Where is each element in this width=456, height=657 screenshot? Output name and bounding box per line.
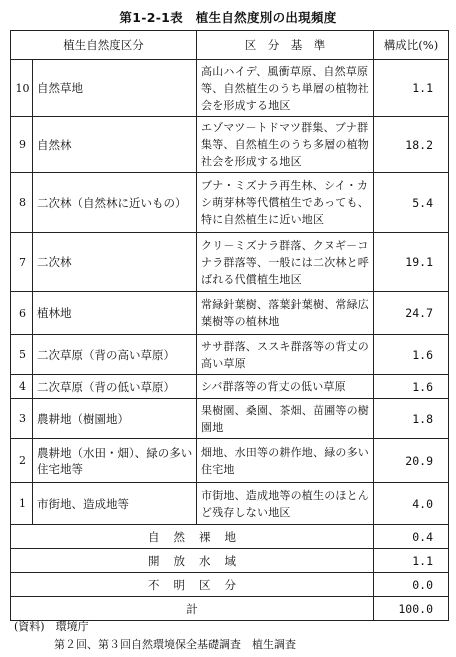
header-ratio: 構成比(%)	[374, 31, 449, 60]
row-category: 植林地	[33, 292, 197, 335]
table-row	[11, 439, 449, 483]
extra-row-ratio: 0.4	[374, 525, 449, 549]
row-ratio: 24.7	[374, 292, 449, 335]
row-category: 二次草原（背の低い草原）	[33, 375, 197, 399]
source-note	[14, 618, 296, 654]
row-ratio: 1.6	[374, 375, 449, 399]
row-criteria: 市街地、造成地等の植生のほとんど残存しない地区	[197, 483, 374, 525]
row-category: 農耕地（樹園地）	[33, 399, 197, 439]
row-ratio: 1.1	[374, 60, 449, 117]
table-row	[11, 117, 449, 173]
row-ratio: 1.6	[374, 335, 449, 375]
row-criteria: 果樹園、桑園、茶畑、苗圃等の樹園地	[197, 399, 374, 439]
row-category: 二次林	[33, 233, 197, 292]
row-category: 二次草原（背の高い草原）	[33, 335, 197, 375]
extra-row-label: 不明区分	[11, 573, 374, 597]
row-category: 二次林（自然林に近いもの）	[33, 173, 197, 233]
total-row	[11, 597, 449, 621]
row-number: 3	[11, 399, 33, 439]
row-ratio: 4.0	[374, 483, 449, 525]
extra-row	[11, 525, 449, 549]
row-number: 1	[11, 483, 33, 525]
row-number: 7	[11, 233, 33, 292]
row-number: 4	[11, 375, 33, 399]
table-row	[11, 483, 449, 525]
source-line-2: 第２回、第３回自然環境保全基礎調査 植生調査	[54, 638, 296, 651]
extra-row-label: 開放水域	[11, 549, 374, 573]
header-row	[11, 31, 449, 60]
row-ratio: 20.9	[374, 439, 449, 483]
row-ratio: 1.8	[374, 399, 449, 439]
row-number: 8	[11, 173, 33, 233]
row-criteria: 畑地、水田等の耕作地、緑の多い住宅地	[197, 439, 374, 483]
row-criteria: 常緑針葉樹、落葉針葉樹、常緑広葉樹等の植林地	[197, 292, 374, 335]
table-title: 第1-2-1表 植生自然度別の出現頻度	[119, 10, 337, 25]
vegetation-naturalness-table	[10, 30, 449, 621]
row-criteria: ブナ・ミズナラ再生林、シイ・カシ萌芽林等代償植生であっても、特に自然植生に近い地区	[197, 173, 374, 233]
row-ratio: 5.4	[374, 173, 449, 233]
header-criteria: 区 分 基 準	[197, 31, 374, 60]
row-category: 自然草地	[33, 60, 197, 117]
table-row	[11, 173, 449, 233]
source-line-1: (資料) 環境庁	[14, 620, 89, 633]
table-row	[11, 375, 449, 399]
extra-row-label: 自然裸地	[11, 525, 374, 549]
row-criteria: 高山ハイデ、風衝草原、自然草原等、自然植生のうち単層の植物社会を形成する地区	[197, 60, 374, 117]
total-ratio: 100.0	[374, 597, 449, 621]
row-criteria: エゾマツ－トドマツ群集、ブナ群集等、自然植生のうち多層の植物社会を形成する地区	[197, 117, 374, 173]
row-number: 5	[11, 335, 33, 375]
table-row	[11, 335, 449, 375]
row-number: 10	[11, 60, 33, 117]
row-criteria: シバ群落等の背丈の低い草原	[197, 375, 374, 399]
row-number: 9	[11, 117, 33, 173]
header-category: 植生自然度区分	[11, 31, 197, 60]
row-number: 6	[11, 292, 33, 335]
table-row	[11, 60, 449, 117]
extra-row	[11, 549, 449, 573]
table-row	[11, 292, 449, 335]
row-ratio: 18.2	[374, 117, 449, 173]
extra-row-ratio: 0.0	[374, 573, 449, 597]
extra-row	[11, 573, 449, 597]
row-criteria: ササ群落、ススキ群落等の背丈の高い草原	[197, 335, 374, 375]
table-row	[11, 233, 449, 292]
total-label: 計	[11, 597, 374, 621]
row-criteria: クリ－ミズナラ群落、クヌギ－コナラ群落等、一般には二次林と呼ばれる代償植生地区	[197, 233, 374, 292]
extra-row-ratio: 1.1	[374, 549, 449, 573]
table-row	[11, 399, 449, 439]
row-ratio: 19.1	[374, 233, 449, 292]
row-number: 2	[11, 439, 33, 483]
row-category: 自然林	[33, 117, 197, 173]
row-category: 市街地、造成地等	[33, 483, 197, 525]
row-category: 農耕地（水田・畑）、緑の多い住宅地等	[33, 439, 197, 483]
